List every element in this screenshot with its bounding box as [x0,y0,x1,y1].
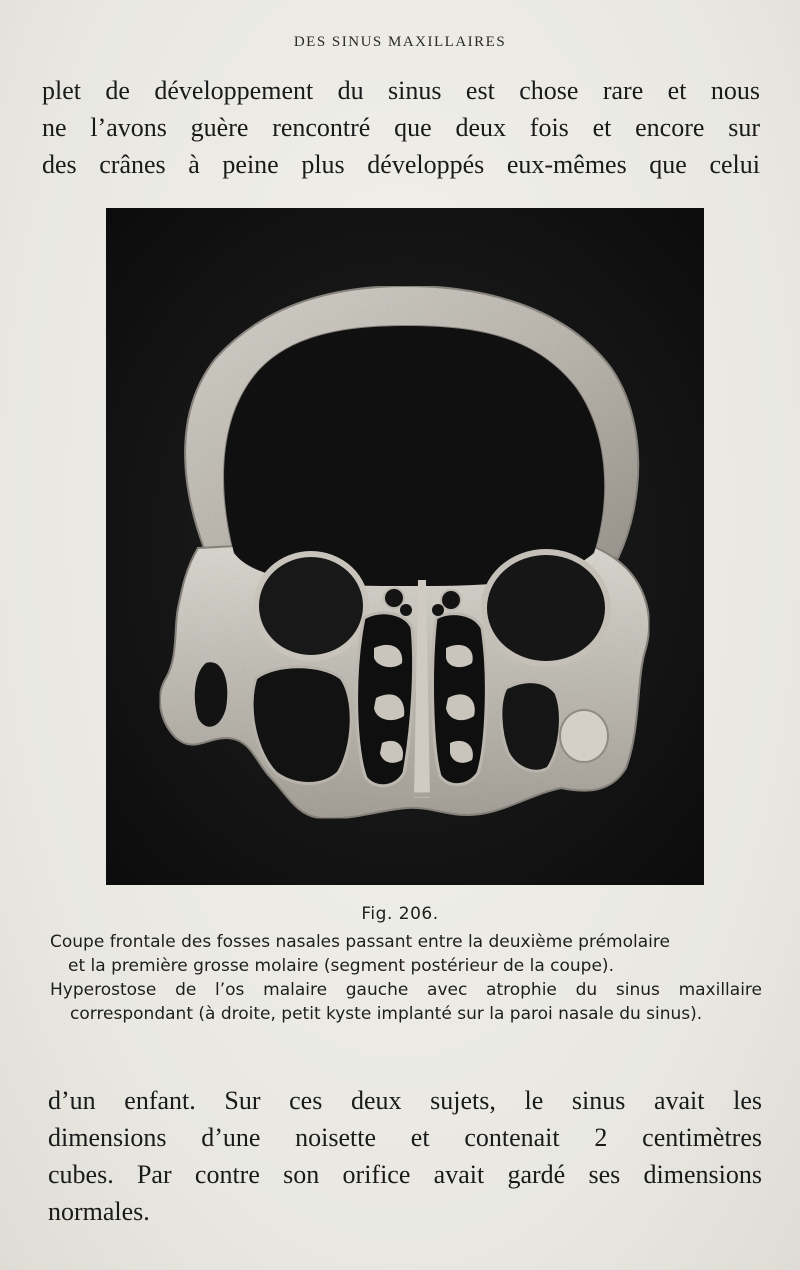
skull-section-photograph [106,208,704,885]
paragraph-bottom [48,1082,762,1230]
figure-label: Fig. 206. [361,904,439,924]
figure-caption [50,930,762,1026]
caption-line: Coupe frontale des fosses nasales passant entre la deuxième prémolaire [50,932,670,952]
text-line: ne l’avons guère rencontré que deux fois et encore sur [42,113,760,142]
skull-section-illustration [106,208,704,885]
text-line: dimensions d’une noisette et contenait 2 centimètres [48,1123,762,1152]
text-line: des crânes à peine plus développés eux-mêmes que celui [42,150,760,179]
caption-part-one [50,930,762,978]
paragraph-top [42,72,760,183]
text-line: d’un enfant. Sur ces deux sujets, le sinus avait les [48,1086,762,1115]
text-line: normales. [48,1197,150,1226]
text-line: cubes. Par contre son orifice avait gardé ses dimensions [48,1160,762,1189]
caption-part-two: Hyperostose de l’os malaire gauche avec atrophie du sinus maxillaire correspondant (à droite, petit kyste implanté sur la paroi nasale du sinus). [50,980,762,1024]
running-head: DES SINUS MAXILLAIRES [293,34,507,50]
caption-line: et la première grosse molaire (segment postérieur de la coupe). [68,956,614,976]
text-line: plet de développement du sinus est chose rare et nous [42,76,760,105]
